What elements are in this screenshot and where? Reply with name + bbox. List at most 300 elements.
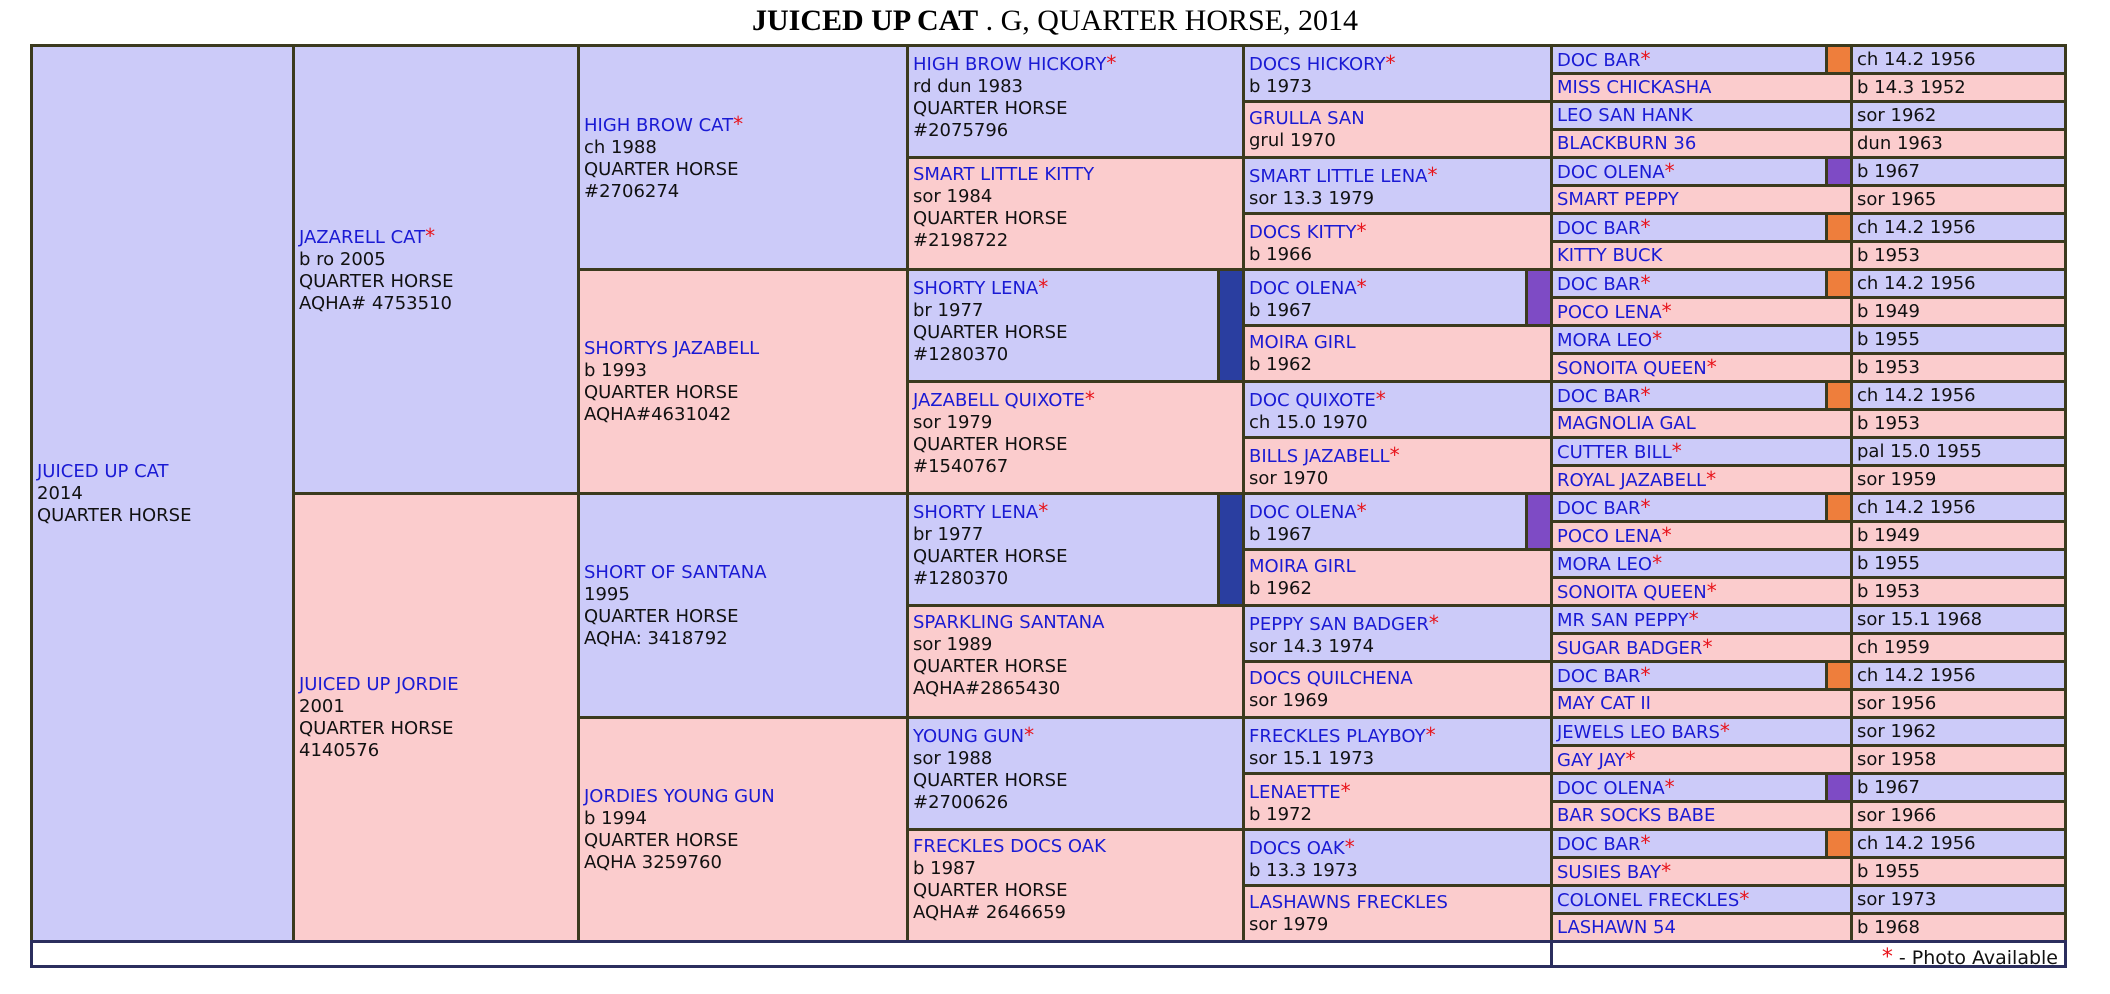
horse-name[interactable]: SPARKLING SANTANA bbox=[913, 612, 1105, 633]
horse-name-link[interactable] bbox=[913, 836, 1238, 858]
horse-detail: b 1967 bbox=[1857, 776, 1920, 798]
horse-detail: b 1955 bbox=[1857, 552, 1920, 574]
pedigree-cell bbox=[1850, 100, 2067, 131]
pedigree-cell bbox=[1850, 632, 2067, 663]
pedigree-cell bbox=[1850, 744, 2067, 775]
pedigree-cell bbox=[1850, 716, 2067, 747]
photo-available-icon: * bbox=[1671, 438, 1682, 463]
horse-name-link[interactable] bbox=[1249, 892, 1546, 914]
horse-detail: sor 1989 bbox=[913, 634, 993, 655]
horse-name[interactable]: HIGH BROW HICKORY bbox=[913, 54, 1107, 75]
horse-name[interactable]: SHORTY LENA bbox=[913, 502, 1039, 523]
horse-name[interactable]: SONOITA QUEEN bbox=[1557, 581, 1707, 603]
horse-detail: QUARTER HORSE bbox=[913, 434, 1068, 455]
photo-available-icon: * bbox=[733, 111, 744, 136]
photo-available-icon: * bbox=[1038, 275, 1049, 299]
horse-name[interactable]: DOCS OAK bbox=[1249, 838, 1345, 859]
inbreeding-marker-icon bbox=[1825, 215, 1850, 240]
horse-name-link[interactable] bbox=[913, 388, 1238, 412]
photo-available-icon: * bbox=[1340, 779, 1351, 803]
photo-available-icon: * bbox=[1106, 51, 1117, 75]
horse-name-link[interactable] bbox=[1249, 668, 1546, 690]
pedigree-cell bbox=[1850, 380, 2067, 411]
horse-name[interactable]: SHORT OF SANTANA bbox=[584, 561, 767, 583]
horse-name-link[interactable] bbox=[1557, 189, 1679, 211]
photo-available-icon: * bbox=[1640, 382, 1651, 407]
horse-detail: sor 1962 bbox=[1857, 720, 1937, 742]
horse-name-link[interactable] bbox=[1557, 133, 1696, 155]
horse-name[interactable]: DOC BAR bbox=[1557, 833, 1641, 855]
horse-detail: sor 1958 bbox=[1857, 748, 1937, 770]
photo-available-icon: * bbox=[1038, 499, 1049, 523]
photo-available-icon: * bbox=[1375, 387, 1386, 411]
pedigree-cell bbox=[1850, 352, 2067, 383]
horse-detail: b 1967 bbox=[1249, 300, 1312, 321]
pedigree-cell bbox=[1550, 240, 1853, 271]
pedigree-cell bbox=[1850, 44, 2067, 75]
photo-available-icon: * bbox=[1661, 298, 1672, 323]
horse-detail: 4140576 bbox=[299, 739, 380, 761]
horse-detail: QUARTER HORSE bbox=[37, 504, 192, 526]
horse-detail: br 1977 bbox=[913, 524, 984, 545]
inbreeding-marker-icon bbox=[1525, 495, 1550, 548]
pedigree-cell bbox=[1850, 548, 2067, 579]
pedigree-cell bbox=[1850, 156, 2067, 187]
horse-detail: sor 14.3 1974 bbox=[1249, 636, 1375, 657]
horse-name-link[interactable] bbox=[913, 500, 1238, 524]
photo-available-icon: * bbox=[1640, 830, 1651, 855]
horse-name-link[interactable] bbox=[1557, 413, 1696, 435]
pedigree-cell bbox=[292, 492, 580, 943]
horse-name-link[interactable] bbox=[1557, 580, 1717, 604]
horse-name[interactable]: MR SAN PEPPY bbox=[1557, 609, 1689, 631]
pedigree-cell bbox=[1850, 520, 2067, 551]
horse-detail: ch 14.2 1956 bbox=[1857, 48, 1976, 70]
horse-name[interactable]: GAY JAY bbox=[1557, 749, 1626, 771]
pedigree-cell bbox=[1850, 856, 2067, 887]
horse-name[interactable]: DOC BAR bbox=[1557, 273, 1641, 295]
horse-name-link[interactable] bbox=[1249, 332, 1546, 354]
horse-name[interactable]: LASHAWN 54 bbox=[1557, 916, 1676, 938]
horse-name[interactable]: FRECKLES PLAYBOY bbox=[1249, 726, 1426, 747]
inbreeding-marker-icon bbox=[1217, 495, 1242, 604]
horse-name[interactable]: DOC BAR bbox=[1557, 497, 1641, 519]
photo-available-icon: * bbox=[425, 223, 436, 248]
horse-name[interactable]: DOC OLENA bbox=[1249, 502, 1357, 523]
horse-name[interactable]: SONOITA QUEEN bbox=[1557, 357, 1707, 379]
horse-detail: sor 1965 bbox=[1857, 188, 1937, 210]
horse-name-link[interactable] bbox=[1557, 468, 1716, 492]
horse-name-link[interactable] bbox=[1557, 917, 1676, 939]
horse-detail: ch 14.2 1956 bbox=[1857, 272, 1976, 294]
horse-name-link[interactable] bbox=[1249, 220, 1546, 244]
pedigree-cell bbox=[1850, 436, 2067, 467]
pedigree-cell bbox=[1550, 100, 1853, 131]
horse-name[interactable]: PEPPY SAN BADGER bbox=[1249, 614, 1429, 635]
horse-name[interactable]: GRULLA SAN bbox=[1249, 108, 1365, 129]
horse-name-link[interactable] bbox=[1249, 780, 1546, 804]
horse-detail: b 14.3 1952 bbox=[1857, 76, 1966, 98]
pedigree-cell bbox=[292, 44, 580, 495]
pedigree-cell bbox=[1850, 688, 2067, 719]
inbreeding-marker-icon bbox=[1825, 159, 1850, 184]
horse-name-link[interactable] bbox=[37, 461, 288, 483]
horse-name[interactable]: DOC BAR bbox=[1557, 385, 1641, 407]
horse-name-link[interactable] bbox=[1557, 860, 1671, 884]
horse-name[interactable]: BAR SOCKS BABE bbox=[1557, 804, 1716, 826]
horse-name-link[interactable] bbox=[1557, 356, 1717, 380]
horse-name-link[interactable] bbox=[584, 338, 902, 360]
pedigree-cell bbox=[1550, 324, 1853, 355]
photo-available-icon: * bbox=[1640, 270, 1651, 295]
inbreeding-marker-icon bbox=[1825, 271, 1850, 296]
title-details: . G, QUARTER HORSE, 2014 bbox=[985, 4, 1359, 37]
horse-name-link[interactable] bbox=[1557, 524, 1672, 548]
horse-detail: b 1967 bbox=[1857, 160, 1920, 182]
horse-name-link[interactable] bbox=[1557, 720, 1730, 744]
horse-name[interactable]: JAZARELL CAT bbox=[299, 226, 426, 248]
pedigree-cell bbox=[906, 380, 1245, 495]
horse-detail: #2700626 bbox=[913, 792, 1009, 813]
photo-available-icon: * bbox=[1688, 606, 1699, 631]
inbreeding-marker-icon bbox=[1825, 383, 1850, 408]
horse-detail: sor 15.1 1968 bbox=[1857, 608, 1983, 630]
horse-name-link[interactable] bbox=[1249, 500, 1546, 524]
horse-detail: b 1967 bbox=[1249, 524, 1312, 545]
horse-name-link[interactable] bbox=[1557, 552, 1662, 576]
horse-name-link[interactable] bbox=[1557, 105, 1693, 127]
horse-name[interactable]: SHORTYS JAZABELL bbox=[584, 337, 760, 359]
horse-detail: QUARTER HORSE bbox=[584, 158, 739, 180]
horse-detail: ch 14.2 1956 bbox=[1857, 832, 1976, 854]
horse-name[interactable]: LENAETTE bbox=[1249, 782, 1341, 803]
horse-name-link[interactable] bbox=[1557, 245, 1662, 267]
pedigree-cell bbox=[906, 492, 1245, 607]
pedigree-cell bbox=[1850, 884, 2067, 915]
pedigree-cell bbox=[1242, 660, 1553, 719]
pedigree-cell bbox=[1242, 268, 1553, 327]
pedigree-cell bbox=[1242, 492, 1553, 551]
pedigree-cell bbox=[1550, 520, 1853, 551]
inbreeding-marker-icon bbox=[1825, 831, 1850, 856]
pedigree-cell bbox=[1242, 212, 1553, 271]
horse-name-link[interactable] bbox=[1557, 300, 1672, 324]
horse-name-link[interactable] bbox=[584, 562, 902, 584]
horse-detail: br 1977 bbox=[913, 300, 984, 321]
horse-name[interactable]: HIGH BROW CAT bbox=[584, 114, 734, 136]
horse-name-link[interactable] bbox=[1249, 52, 1546, 76]
photo-available-icon: * bbox=[1356, 499, 1367, 523]
photo-legend bbox=[1882, 945, 2058, 970]
pedigree-cell bbox=[1550, 380, 1853, 411]
horse-detail: AQHA 3259760 bbox=[584, 851, 722, 873]
horse-name[interactable]: DOC OLENA bbox=[1557, 777, 1665, 799]
horse-name-link[interactable] bbox=[1557, 216, 1651, 240]
horse-name-link[interactable] bbox=[1557, 496, 1651, 520]
horse-name[interactable]: DOC BAR bbox=[1557, 665, 1641, 687]
horse-name-link[interactable] bbox=[913, 724, 1238, 748]
horse-name[interactable]: DOC BAR bbox=[1557, 217, 1641, 239]
horse-name-link[interactable] bbox=[1557, 776, 1675, 800]
horse-detail: b 1962 bbox=[1249, 578, 1312, 599]
horse-name[interactable]: YOUNG GUN bbox=[913, 726, 1025, 747]
horse-name-link[interactable] bbox=[584, 113, 902, 137]
horse-name[interactable]: DOC OLENA bbox=[1557, 161, 1665, 183]
horse-detail: 1995 bbox=[584, 583, 630, 605]
horse-detail: AQHA#2865430 bbox=[913, 678, 1061, 699]
horse-name-link[interactable] bbox=[1557, 888, 1749, 912]
horse-name[interactable]: FRECKLES DOCS OAK bbox=[913, 836, 1106, 857]
horse-name-link[interactable] bbox=[1557, 272, 1651, 296]
pedigree-cell bbox=[906, 44, 1245, 159]
pedigree-cell bbox=[1550, 436, 1853, 467]
pedigree-cell bbox=[1850, 72, 2067, 103]
horse-name[interactable]: DOC BAR bbox=[1557, 49, 1641, 71]
pedigree-cell bbox=[1550, 800, 1853, 831]
pedigree-cell bbox=[906, 268, 1245, 383]
photo-available-icon: * bbox=[1640, 494, 1651, 519]
horse-detail: sor 1966 bbox=[1857, 804, 1937, 826]
horse-name-link[interactable] bbox=[1557, 608, 1699, 632]
horse-name-link[interactable] bbox=[584, 786, 902, 808]
horse-name[interactable]: SUGAR BADGER bbox=[1557, 637, 1703, 659]
pedigree-cell bbox=[1850, 660, 2067, 691]
horse-name[interactable]: LASHAWNS FRECKLES bbox=[1249, 892, 1448, 913]
horse-name-link[interactable] bbox=[1249, 164, 1546, 188]
pedigree-cell bbox=[1242, 100, 1553, 159]
horse-name-link[interactable] bbox=[1557, 160, 1675, 184]
photo-available-icon: * bbox=[1389, 443, 1400, 467]
horse-detail: ch 15.0 1970 bbox=[1249, 412, 1368, 433]
horse-name[interactable]: ROYAL JAZABELL bbox=[1557, 469, 1707, 491]
horse-name[interactable]: SMART LITTLE KITTY bbox=[913, 164, 1095, 185]
horse-detail: b 1955 bbox=[1857, 328, 1920, 350]
photo-available-icon: * bbox=[1084, 387, 1095, 411]
pedigree-cell bbox=[1550, 828, 1853, 859]
pedigree-cell bbox=[1550, 548, 1853, 579]
horse-name[interactable]: MORA LEO bbox=[1557, 553, 1653, 575]
horse-name[interactable]: DOCS QUILCHENA bbox=[1249, 668, 1413, 689]
horse-detail: b 1987 bbox=[913, 858, 976, 879]
horse-name[interactable]: SHORTY LENA bbox=[913, 278, 1039, 299]
photo-available-icon: * bbox=[1739, 886, 1750, 911]
horse-name-link[interactable] bbox=[913, 164, 1238, 186]
horse-name-link[interactable] bbox=[1557, 636, 1712, 660]
horse-name[interactable]: DOC OLENA bbox=[1249, 278, 1357, 299]
photo-available-icon: * bbox=[1427, 163, 1438, 187]
photo-available-icon: * bbox=[1652, 326, 1663, 351]
horse-detail: b 1953 bbox=[1857, 356, 1920, 378]
horse-name-link[interactable] bbox=[1557, 384, 1651, 408]
pedigree-cell bbox=[1550, 772, 1853, 803]
horse-name-link[interactable] bbox=[1557, 832, 1651, 856]
horse-name-link[interactable] bbox=[913, 612, 1238, 634]
horse-name-link[interactable] bbox=[1249, 724, 1546, 748]
horse-detail: sor 1970 bbox=[1249, 468, 1329, 489]
horse-name[interactable]: MAGNOLIA GAL bbox=[1557, 412, 1696, 434]
horse-detail: b 1973 bbox=[1249, 76, 1312, 97]
horse-name[interactable]: CUTTER BILL bbox=[1557, 441, 1672, 463]
horse-name-link[interactable] bbox=[299, 674, 573, 696]
horse-name-link[interactable] bbox=[1557, 664, 1651, 688]
photo-available-icon: * bbox=[1881, 945, 1893, 970]
photo-legend-text: - Photo Available bbox=[1892, 947, 2058, 969]
horse-detail: #1280370 bbox=[913, 568, 1009, 589]
horse-detail: b 1949 bbox=[1857, 300, 1920, 322]
horse-detail: QUARTER HORSE bbox=[913, 208, 1068, 229]
pedigree-cell bbox=[1550, 408, 1853, 439]
horse-detail: 2014 bbox=[37, 482, 83, 504]
photo-available-icon: * bbox=[1661, 522, 1672, 547]
horse-name[interactable]: MAY CAT II bbox=[1557, 692, 1651, 714]
horse-name[interactable]: JUICED UP CAT bbox=[37, 460, 169, 482]
horse-name-link[interactable] bbox=[1249, 108, 1546, 130]
horse-detail: ch 14.2 1956 bbox=[1857, 664, 1976, 686]
horse-detail: QUARTER HORSE bbox=[584, 829, 739, 851]
pedigree-cell bbox=[1850, 128, 2067, 159]
pedigree-cell bbox=[577, 44, 909, 271]
pedigree-cell bbox=[1242, 604, 1553, 663]
pedigree-cell bbox=[1242, 548, 1553, 607]
horse-detail: AQHA# 2646659 bbox=[913, 902, 1066, 923]
horse-name-link[interactable] bbox=[913, 52, 1238, 76]
photo-available-icon: * bbox=[1640, 214, 1651, 239]
horse-detail: b 13.3 1973 bbox=[1249, 860, 1358, 881]
horse-detail: sor 1969 bbox=[1249, 690, 1329, 711]
pedigree-title bbox=[0, 4, 2110, 38]
pedigree-cell bbox=[1242, 716, 1553, 775]
horse-detail: QUARTER HORSE bbox=[913, 98, 1068, 119]
horse-name[interactable]: DOCS HICKORY bbox=[1249, 54, 1386, 75]
pedigree-cell bbox=[1850, 296, 2067, 327]
horse-name-title: JUICED UP CAT bbox=[751, 4, 979, 37]
photo-available-icon: * bbox=[1024, 723, 1035, 747]
photo-available-icon: * bbox=[1706, 578, 1717, 603]
photo-available-icon: * bbox=[1706, 466, 1717, 491]
pedigree-cell bbox=[1850, 324, 2067, 355]
horse-name[interactable]: SMART LITTLE LENA bbox=[1249, 166, 1428, 187]
horse-detail: b 1953 bbox=[1857, 412, 1920, 434]
pedigree-cell bbox=[1850, 268, 2067, 299]
horse-detail: sor 1973 bbox=[1857, 888, 1937, 910]
pedigree-cell bbox=[1550, 296, 1853, 327]
pedigree-cell bbox=[1550, 72, 1853, 103]
horse-name[interactable]: POCO LENA bbox=[1557, 525, 1662, 547]
horse-detail: QUARTER HORSE bbox=[299, 270, 454, 292]
pedigree-cell bbox=[1850, 184, 2067, 215]
horse-detail: ch 1959 bbox=[1857, 636, 1930, 658]
horse-name-link[interactable] bbox=[1557, 48, 1651, 72]
horse-detail: sor 1959 bbox=[1857, 468, 1937, 490]
horse-name[interactable]: BILLS JAZABELL bbox=[1249, 446, 1390, 467]
pedigree-cell bbox=[1550, 492, 1853, 523]
horse-name[interactable]: SMART PEPPY bbox=[1557, 188, 1679, 210]
pedigree-cell bbox=[1242, 324, 1553, 383]
pedigree-cell bbox=[906, 156, 1245, 271]
horse-name-link[interactable] bbox=[1249, 388, 1546, 412]
pedigree-cell bbox=[1850, 800, 2067, 831]
horse-name[interactable]: SUSIES BAY bbox=[1557, 861, 1662, 883]
horse-name[interactable]: COLONEL FRECKLES bbox=[1557, 889, 1740, 911]
photo-available-icon: * bbox=[1344, 835, 1355, 859]
horse-name-link[interactable] bbox=[299, 225, 573, 249]
horse-detail: QUARTER HORSE bbox=[584, 381, 739, 403]
pedigree-cell bbox=[1550, 44, 1853, 75]
horse-name[interactable]: DOCS KITTY bbox=[1249, 222, 1357, 243]
horse-name-link[interactable] bbox=[1557, 805, 1715, 827]
pedigree-cell bbox=[1242, 772, 1553, 831]
horse-name-link[interactable] bbox=[1249, 612, 1546, 636]
photo-available-icon: * bbox=[1356, 219, 1367, 243]
horse-name-link[interactable] bbox=[1557, 77, 1711, 99]
pedigree-cell bbox=[1242, 884, 1553, 943]
pedigree-cell bbox=[1550, 352, 1853, 383]
horse-name-link[interactable] bbox=[1249, 556, 1546, 578]
horse-name[interactable]: BLACKBURN 36 bbox=[1557, 132, 1697, 154]
horse-detail: b 1993 bbox=[584, 359, 647, 381]
horse-name[interactable]: JEWELS LEO BARS bbox=[1557, 721, 1720, 743]
horse-name-link[interactable] bbox=[1557, 328, 1662, 352]
pedigree-cell bbox=[1550, 688, 1853, 719]
inbreeding-marker-icon bbox=[1825, 775, 1850, 800]
horse-detail: b 1953 bbox=[1857, 244, 1920, 266]
pedigree-cell bbox=[1550, 212, 1853, 243]
horse-detail: sor 1984 bbox=[913, 186, 993, 207]
pedigree-cell bbox=[1550, 744, 1853, 775]
horse-name-link[interactable] bbox=[1557, 693, 1651, 715]
horse-name[interactable]: JUICED UP JORDIE bbox=[299, 673, 459, 695]
horse-detail: QUARTER HORSE bbox=[584, 605, 739, 627]
horse-detail: b 1966 bbox=[1249, 244, 1312, 265]
pedigree-cell bbox=[1850, 408, 2067, 439]
horse-detail: #2198722 bbox=[913, 230, 1009, 251]
horse-detail: #1540767 bbox=[913, 456, 1009, 477]
horse-name[interactable]: MORA LEO bbox=[1557, 329, 1653, 351]
horse-name[interactable]: KITTY BUCK bbox=[1557, 244, 1663, 266]
horse-name-link[interactable] bbox=[1249, 276, 1546, 300]
horse-detail: sor 15.1 1973 bbox=[1249, 748, 1375, 769]
horse-name-link[interactable] bbox=[1557, 748, 1635, 772]
horse-name[interactable]: MOIRA GIRL bbox=[1249, 556, 1356, 577]
horse-name[interactable]: POCO LENA bbox=[1557, 301, 1662, 323]
photo-available-icon: * bbox=[1356, 275, 1367, 299]
horse-name-link[interactable] bbox=[1249, 836, 1546, 860]
photo-available-icon: * bbox=[1719, 718, 1730, 743]
horse-name-link[interactable] bbox=[1557, 440, 1682, 464]
horse-name[interactable]: LEO SAN HANK bbox=[1557, 104, 1693, 126]
horse-name-link[interactable] bbox=[913, 276, 1238, 300]
horse-name[interactable]: MISS CHICKASHA bbox=[1557, 76, 1712, 98]
pedigree-cell bbox=[1242, 380, 1553, 439]
horse-detail: b ro 2005 bbox=[299, 248, 386, 270]
horse-detail: b 1972 bbox=[1249, 804, 1312, 825]
pedigree-cell bbox=[577, 492, 909, 719]
pedigree-cell bbox=[1550, 856, 1853, 887]
pedigree-cell bbox=[906, 604, 1245, 719]
horse-name[interactable]: JAZABELL QUIXOTE bbox=[913, 390, 1085, 411]
pedigree-footer-legend bbox=[1550, 940, 2067, 968]
horse-detail: b 1962 bbox=[1249, 354, 1312, 375]
horse-detail: b 1955 bbox=[1857, 860, 1920, 882]
horse-name[interactable]: DOC QUIXOTE bbox=[1249, 390, 1376, 411]
horse-name[interactable]: MOIRA GIRL bbox=[1249, 332, 1356, 353]
pedigree-cell bbox=[1242, 44, 1553, 103]
horse-name-link[interactable] bbox=[1249, 444, 1546, 468]
photo-available-icon: * bbox=[1664, 158, 1675, 183]
horse-detail: #1280370 bbox=[913, 344, 1009, 365]
horse-name[interactable]: JORDIES YOUNG GUN bbox=[584, 785, 775, 807]
horse-detail: ch 14.2 1956 bbox=[1857, 384, 1976, 406]
